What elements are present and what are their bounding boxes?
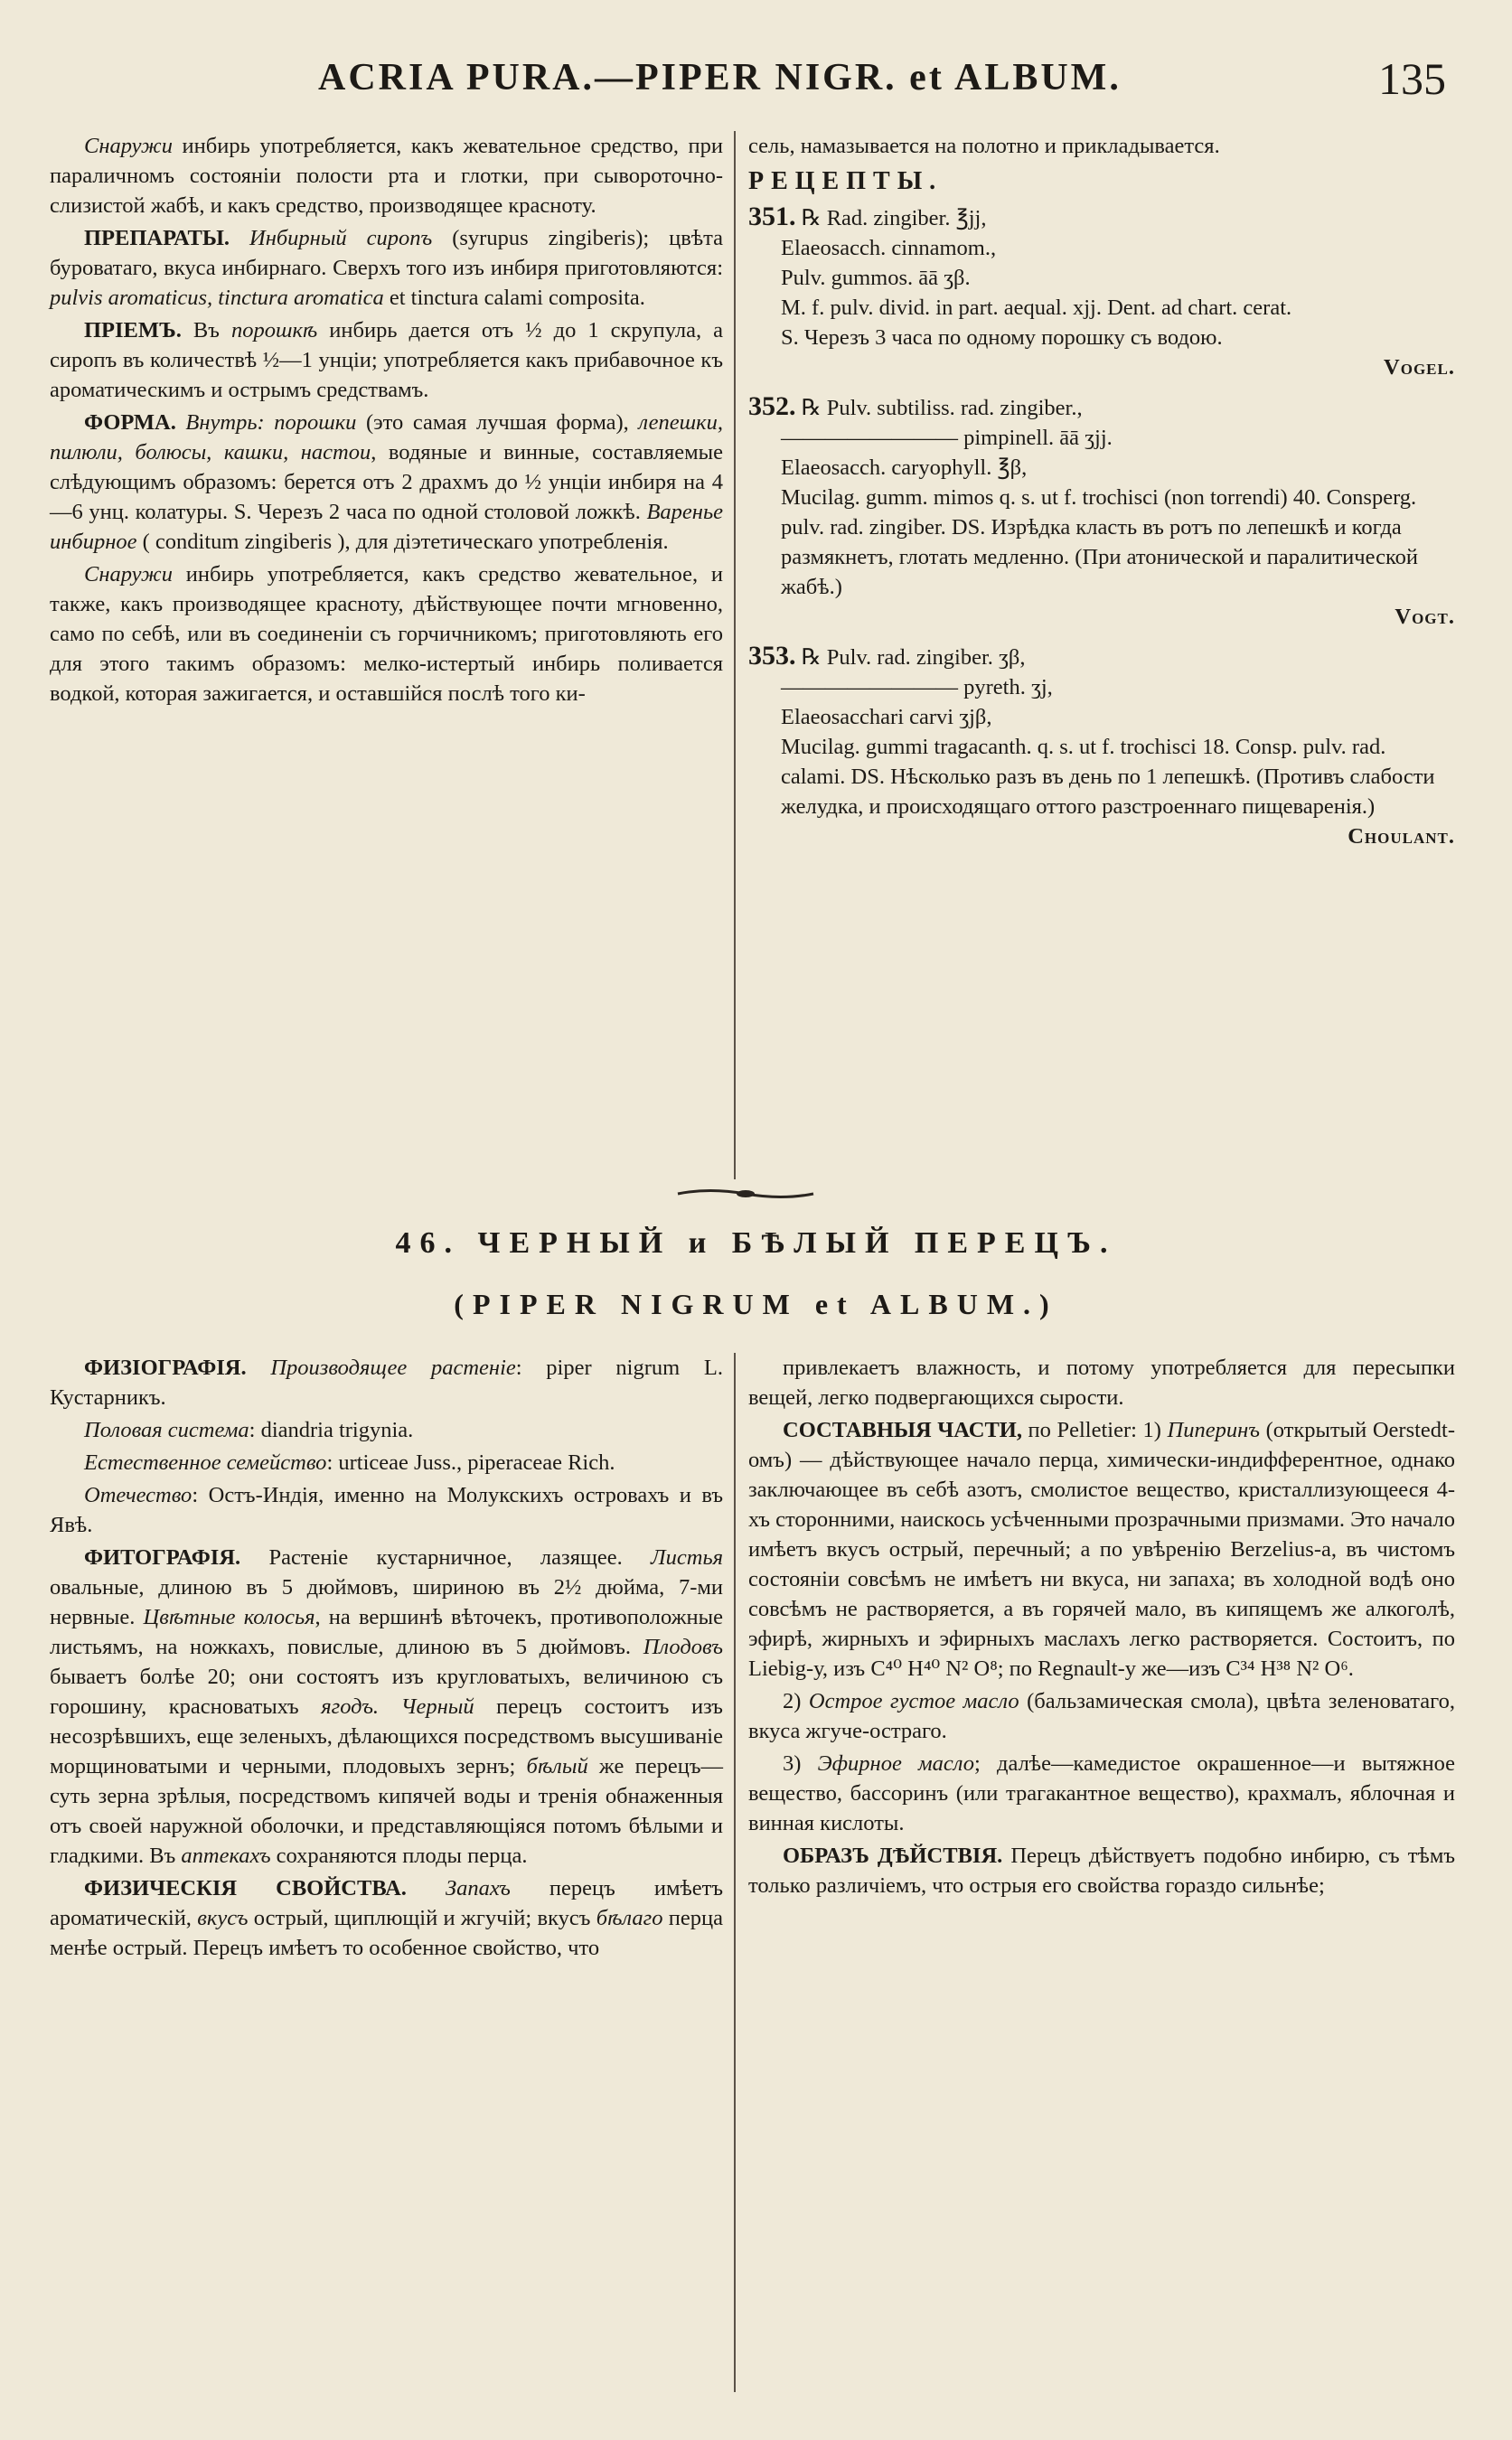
recipe (748, 641, 1455, 851)
left-bottom-paragraph: Половая система: diandria trigynia. (84, 1418, 414, 1442)
left-bottom-paragraph: Отечество: Остъ-Индiя, именно на Молукскихъ островахъ и въ Явѣ. (50, 1483, 723, 1537)
left-column-bottom (50, 1353, 723, 1966)
right-bottom-paragraph: привлекаетъ влажность, и потому употребляется для пересыпки вещей, легко подвергающихся сырости. (748, 1356, 1455, 1410)
recipe-line: Elaeosacch. cinnamom., (781, 236, 997, 260)
recipe-line: Elaeosacch. caryophyll. ℥β, (781, 455, 1028, 480)
section-title: 46. ЧЕРНЫЙ и БѢЛЫЙ ПЕРЕЦЪ. (395, 1226, 1117, 1260)
recipe-author: Vogel. (1384, 355, 1455, 380)
recipe-line: S. Черезъ 3 часа по одному порошку съ водою. (781, 325, 1223, 350)
right-bottom-paragraph: 2) Острое густое масло (бальзамическая смола), цвѣта зеленоватаго, вкуса жгуче-остраго. (748, 1689, 1455, 1743)
recipe-number: 352. (748, 391, 796, 421)
right-bottom-paragraph: СОСТАВНЫЯ ЧАСТИ, по Pelletier: 1) Пиперинъ (открытый Oerstedt-омъ) — дѣйствующее начало перца, химически-индифферентное, однако заключающее въ себѣ азотъ, смолистое вещество, кристаллизующееся 4-хъ сторонними, наискось усѣченными прозрачными призмами. Это начало имѣетъ вкусъ острый, перечный; а по увѣренiю Berzelius-а, въ чистомъ состоянiи совсѣмъ не имѣетъ ни вкуса, ни запаха; въ холодной водѣ оно совсѣмъ не растворяется, а въ горячей мало, въ кипящемъ же алкоголѣ, эфирѣ, жирныхъ и эфирныхъ маслахъ легко растворяется. Состоитъ, по Liebig-у, изъ C⁴⁰ H⁴⁰ N² O⁸; по Regnault-у же—изъ C³⁴ H³⁸ N² O⁶. (748, 1418, 1456, 1681)
recipe-line: Mucilag. gummi tragacanth. q. s. ut f. trochisci 18. Consp. pulv. rad. calami. DS. Нѣсколько разъ въ день по 1 лепешкѣ. (Противъ слабости желудка, и происходящаго оттого разстроеннаго пищеваренiя.) (781, 735, 1435, 819)
recipe (748, 202, 1455, 382)
left-top-paragraph: ПРЕПАРАТЫ. Инбирный сиропъ (syrupus zingiberis); цвѣта буроватаго, вкуса инбирнаго. Сверхъ того изъ инбиря приготовляются: pulvis aromaticus, tinctura aromatica et tinctura calami composita. (50, 226, 724, 310)
running-title: ACRIA PURA.—PIPER NIGR. et ALBUM. (318, 57, 1122, 99)
recipes-heading: РЕЦЕПТЫ. (748, 167, 944, 195)
right-bottom-paragraph: ОБРАЗЪ ДѢЙСТВIЯ. Перецъ дѣйствуетъ подобно инбирю, съ тѣмъ только различiемъ, что острыя его свойства гораздо сильнѣе; (748, 1844, 1455, 1898)
recipe-line: M. f. pulv. divid. in part. aequal. xjj. Dent. ad chart. cerat. (781, 296, 1292, 320)
right-bottom-paragraph: 3) Эфирное масло; далѣе—камедистое окрашенное—и вытяжное вещество, бассоринъ (или трагакантное вещество), крахмалъ, яблочная и винная кислоты. (748, 1751, 1455, 1835)
right-column-top (748, 131, 1455, 860)
left-column-top (50, 131, 723, 711)
recipe-line: Elaeosacchari carvi ʒjβ, (781, 705, 992, 729)
left-top-paragraph: ПРIЕМЪ. Въ порошкѣ инбирь дается отъ ½ до 1 скрупула, а сиропъ въ количествѣ ½—1 унцiи; употребляется какъ прибавочное къ ароматическимъ и острымъ средствамъ. (50, 318, 723, 402)
continued-paragraph: сель, намазывается на полотно и прикладывается. (748, 134, 1220, 158)
page-number: 135 (1378, 53, 1446, 104)
recipe-first-line (748, 202, 1455, 233)
recipe-author: Vogt. (1395, 605, 1455, 629)
left-top-paragraph: Снаружи инбирь употребляется, какъ средство жевательное, и также, какъ производящее красноту, дѣйствующее почти мгновенно, само по себѣ, или въ соединенiи съ горчичникомъ; приготовляють его для этого такимъ образомъ: мелко-истертый инбирь поливается водкой, которая зажигается, и оставшiйся послѣ того ки- (50, 562, 723, 706)
left-top-paragraph: Снаружи инбирь употребляется, какъ жевательное средство, при параличномъ состоянiи полости рта и глотки, при сывороточно-слизистой жабѣ, и какъ средство, производящее красноту. (50, 134, 723, 218)
recipe-number: 353. (748, 641, 796, 671)
left-top-paragraph: ФОРМА. Внутрь: порошки (это самая лучшая форма), лепешки, пилюли, болюсы, кашки, настои, водяные и винные, составляемые слѣдующимъ образомъ: берется отъ 2 драхмъ до ½ унцiи инбиря на 4—6 унц. колатуры. S. Черезъ 2 часа по одной столовой ложкѣ. Варенье инбирное ( conditum zingiberis ), для дiэтетическаго употребленiя. (50, 410, 724, 554)
recipe-line: ℞ Pulv. rad. zingiber. ʒβ, (795, 645, 1026, 670)
recipe-line: ℞ Rad. zingiber. ℥jj, (795, 206, 987, 230)
recipe-line: ———————— pyreth. ʒj, (781, 675, 1053, 699)
recipe-first-line (748, 641, 1455, 672)
column-divider-top (734, 131, 736, 1179)
left-bottom-paragraph: ФИЗIОГРАФIЯ. Производящее растенiе: piper nigrum L. Кустарникъ. (50, 1356, 724, 1410)
column-divider-bottom (734, 1353, 736, 2392)
recipe-first-line (748, 391, 1455, 423)
page-header (0, 52, 1512, 107)
recipe-line: ———————— pimpinell. āā ʒjj. (781, 426, 1113, 450)
left-bottom-paragraph: ФИЗИЧЕСКIЯ СВОЙСТВА. Запахъ перецъ имѣетъ ароматическiй, вкусъ острый, щиплющiй и жгучiй; вкусъ бѣлаго перца менѣе острый. Перецъ имѣетъ то особенное свойство, что (50, 1876, 723, 1960)
recipes-list (748, 202, 1455, 851)
recipe-line: Mucilag. gumm. mimos q. s. ut f. trochisci (non torrendi) 40. Consperg. pulv. rad. zingiber. DS. Изрѣдка класть въ ротъ по лепешкѣ и когда размякнетъ, глотать медленно. (При атонической и паралитической жабѣ.) (781, 485, 1418, 599)
recipe-number: 351. (748, 202, 796, 231)
right-column-bottom (748, 1353, 1455, 1903)
recipe-line: ℞ Pulv. subtiliss. rad. zingiber., (795, 396, 1083, 420)
left-bottom-paragraph: Естественное семейство: urticeae Juss., piperaceae Rich. (84, 1450, 615, 1475)
recipe-author: Choulant. (1348, 824, 1455, 849)
section-subtitle: (PIPER NIGRUM et ALBUM.) (454, 1288, 1058, 1320)
recipe (748, 391, 1455, 632)
left-bottom-paragraph: ФИТОГРАФIЯ. Растенiе кустарничное, лазящее. Листья овальные, длиною въ 5 дюймовъ, шириною въ 2½ дюйма, 7-ми нервные. Цвѣтные колосья, на вершинѣ вѣточекъ, противоположные листьямъ, на ножкахъ, повислые, длиною въ 5 дюймовъ. Плодовъ бываетъ болѣе 20; они состоятъ изъ кругловатыхъ, величиною съ горошину, красноватыхъ ягодъ. Черный перецъ состоитъ изъ несозрѣвшихъ, еще зеленыхъ, дѣлающихся посредствомъ высушиванiе морщиноватыми и черными, плодовыхъ зернъ; бѣлый же перецъ—суть зерна зрѣлыя, посредствомъ кипячей воды и тренiя обнаженныя отъ своей наружной оболочки, и представляющiяся потомъ бѣлыми и гладкими. Въ аптекахъ сохраняются плоды перца. (50, 1545, 724, 1868)
section-ornament (673, 1186, 818, 1202)
recipe-line: Pulv. gummos. āā ʒβ. (781, 266, 971, 290)
